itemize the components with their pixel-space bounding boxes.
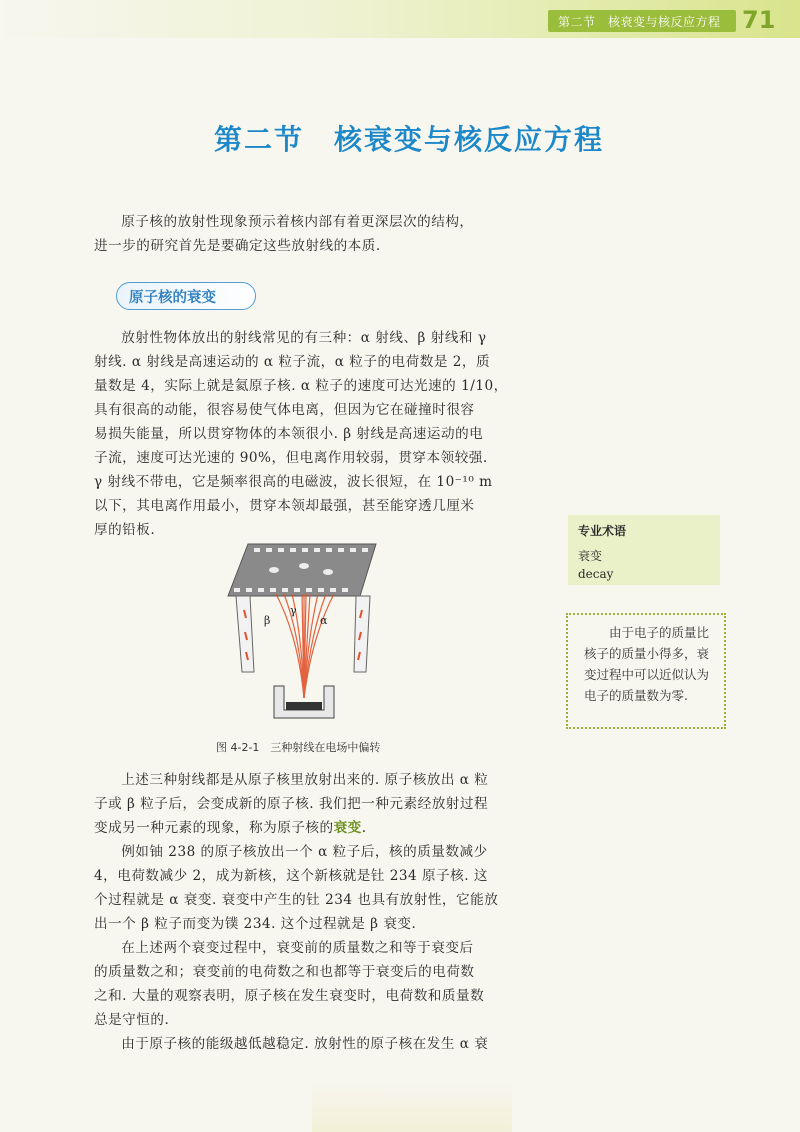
footer-band [312, 1080, 512, 1132]
paragraph-decay-definition [94, 768, 560, 840]
para2-line-2: 子或 β 粒子后，会变成新的原子核. 我们把一种元素经放射过程 [94, 796, 489, 812]
margin-note-text: 由于电子的质量比核子的质量小得多，衰变过程中可以近似认为电子的质量数为零. [584, 625, 710, 703]
intro-line-2: 进一步的研究首先是要确定这些放射线的本质. [94, 238, 381, 254]
radioactive-source [286, 702, 322, 710]
figure-ray-deflection [224, 536, 384, 722]
running-header-title: 第二节 核衰变与核反应方程 [558, 15, 721, 29]
para4-line-1: 在上述两个衰变过程中，衰变前的质量数之和等于衰变后 [121, 940, 474, 956]
para4-line-4: 总是守恒的. [94, 1012, 170, 1028]
para1-line-5: 易损失能量，所以贯穿物体的本领很小. β 射线是高速运动的电 [94, 426, 484, 442]
intro-line-1: 原子核的放射性现象预示着核内部有着更深层次的结构， [121, 214, 474, 230]
para5-line-1: 由于原子核的能级越低越稳定. 放射性的原子核在发生 α 衰 [121, 1036, 489, 1052]
glossary-term-chinese: 衰变 [578, 549, 603, 563]
para3-line-4: 出一个 β 粒子而变为镤 234. 这个过程就是 β 衰变. [94, 916, 417, 932]
para2-line-3 [94, 816, 560, 840]
para2-line-1: 上述三种射线都是从原子核里放射出来的. 原子核放出 α 粒 [121, 772, 489, 788]
para3-line-1: 例如铀 238 的原子核放出一个 α 粒子后，核的质量数减少 [121, 844, 488, 860]
para1-line-2: 射线. α 射线是高速运动的 α 粒子流，α 粒子的电荷数是 2，质 [94, 354, 491, 370]
ray-beams [276, 594, 334, 698]
para3-line-3: 个过程就是 α 衰变. 衰变中产生的钍 234 也具有放射性，它能放 [94, 892, 499, 908]
para1-line-1: 放射性物体放出的射线常见的有三种：α 射线、β 射线和 γ [121, 330, 487, 346]
decay-term: 衰变 [333, 820, 362, 836]
label-alpha: α [320, 614, 328, 627]
para1-line-7: γ 射线不带电，它是频率很高的电磁波，波长很短，在 10⁻¹⁰ m [94, 474, 493, 490]
paragraph-conservation [94, 936, 560, 1032]
label-beta: β [264, 614, 271, 627]
para1-line-4: 具有很高的动能，很容易使气体电离，但因为它在碰撞时很容 [94, 402, 475, 418]
right-electrode [354, 596, 370, 672]
label-gamma: γ [290, 604, 297, 617]
paragraph-uranium-example [94, 840, 560, 936]
paragraph-energy-levels [94, 1032, 560, 1056]
para2-line-3-suffix: . [361, 820, 367, 836]
glossary-term-english: decay [578, 567, 614, 581]
section-heading-text: 原子核的衰变 [129, 290, 216, 306]
para1-line-9: 厚的铅板. [94, 522, 156, 538]
para1-line-6: 子流，速度可达光速的 90%，但电离作用较弱，贯穿本领较强. [94, 450, 488, 466]
para3-line-2: 4，电荷数减少 2，成为新核，这个新核就是钍 234 原子核. 这 [94, 868, 489, 884]
para1-line-3: 量数是 4，实际上就是氦原子核. α 粒子的速度可达光速的 1/10， [94, 378, 508, 394]
intro-paragraph [94, 210, 564, 258]
page-title: 第二节 核衰变与核反应方程 [214, 123, 605, 156]
para4-line-2: 的质量数之和；衰变前的电荷数之和也都等于衰变后的电荷数 [94, 964, 475, 980]
para2-line-3-prefix: 变成另一种元素的现象，称为原子核的 [94, 820, 334, 836]
para4-line-3: 之和. 大量的观察表明，原子核在发生衰变时，电荷数和质量数 [94, 988, 485, 1004]
figure-caption: 图 4-2-1 三种射线在电场中偏转 [216, 741, 381, 754]
paragraph-rays [94, 326, 560, 542]
ray-deflection-diagram [224, 536, 384, 722]
page-number: 71 [742, 6, 776, 34]
section-heading [116, 282, 256, 310]
glossary-heading: 专业术语 [578, 524, 627, 538]
para1-line-8: 以下，其电离作用最小，贯穿本领却最强，甚至能穿透几厘米 [94, 498, 475, 514]
